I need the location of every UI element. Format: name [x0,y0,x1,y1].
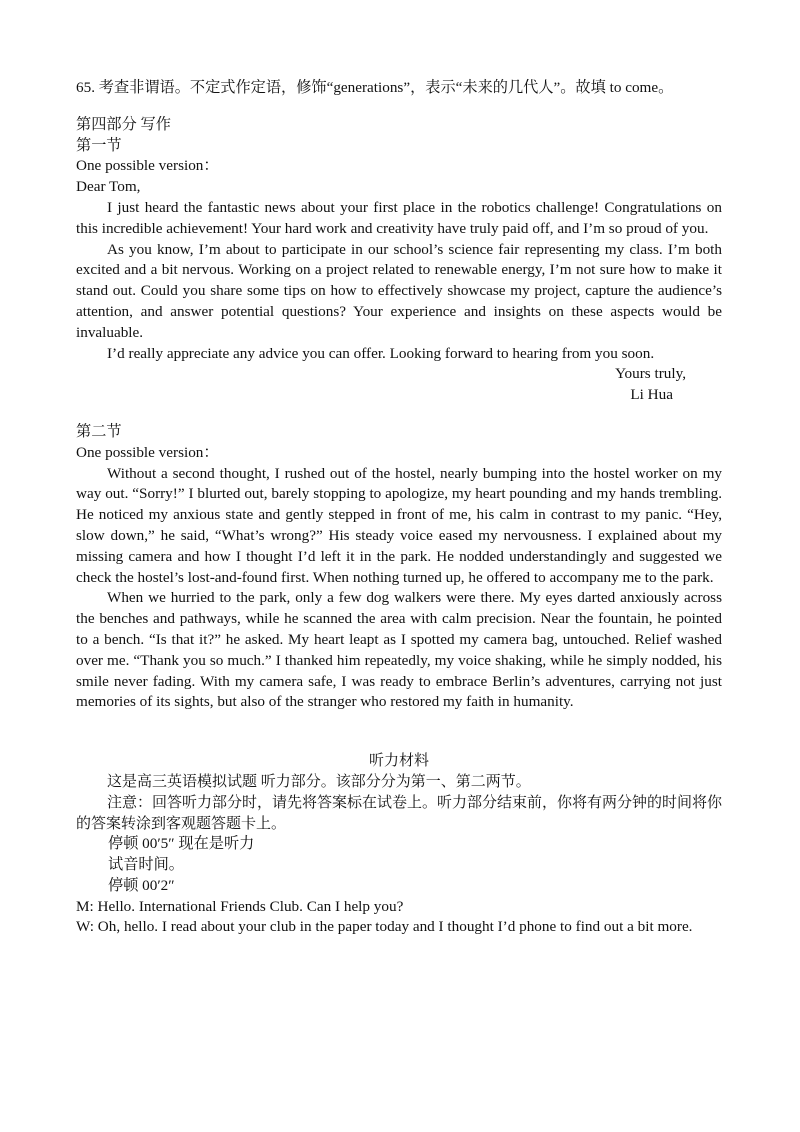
section1-version-label: One possible version： [76,157,219,175]
letter-salutation: Dear Tom, [76,178,141,196]
listening-intro: 这是高三英语模拟试题 听力部分。该部分分为第一、第二两节。 [107,773,531,790]
listening-pause-1: 停顿 00′5″ 现在是听力 [108,835,255,853]
section2-heading: 第二节 [76,422,122,440]
dialogue-line-2: W: Oh, hello. I read about your club in the paper today and I thought I’d phone to find out a bit more. [76,918,693,936]
letter-paragraph-1: I just heard the fantastic news about your first place in the robotics challenge! Congratulations on this incredible achievement! Your hard work and creativity have truly paid off, and I’m so proud of you. [76,198,722,237]
spacer [76,713,722,751]
writing-part-heading: 第四部分 写作 [76,115,171,133]
letter-signature: Li Hua [630,386,673,404]
answer-key-page [76,78,722,938]
letter-closing: Yours truly, [615,365,686,383]
listening-trial: 试音时间。 [108,856,184,874]
dialogue-line-1: M: Hello. International Friends Club. Can I help you? [76,897,404,915]
listening-title: 听力材料 [368,753,429,770]
listening-note: 注意：回答听力部分时，请先将答案标在试卷上。听力部分结束前，你将有两分钟的时间将你的答案转涂到客观题答题卡上。 [76,794,723,832]
letter-paragraph-2: As you know, I’m about to participate in our school’s science fair representing my class. I’m both excited and a bit nervous. Working on a project related to renewable energy, I’m not sure how to make it stand out. Could you share some tips on how to effectively showcase my project, capture the audience’s attention, and answer potential questions? Your experience and insights on these aspects would be invaluable. [76,240,722,341]
section1-heading: 第一节 [76,136,122,154]
spacer [76,99,722,115]
story-paragraph-1: Without a second thought, I rushed out of the hostel, nearly bumping into the hostel worker on my way out. “Sorry!” I blurted out, barely stopping to apologize, my heart pounding and my hands trembling. He noticed my anxious state and gently stepped in front of me, his calm in contrast to my panic. “Hey, slow down,” he said, “What’s wrong?” His steady voice eased my nervousness. I explained about my missing camera and how I thought I’d left it in the park. He nodded understandingly and suggested we check the hostel’s lost-and-found first. When nothing turned up, he offered to accompany me to the park. [76,464,722,586]
spacer [76,406,722,422]
section2-version-label: One possible version： [76,443,219,461]
story-paragraph-2: When we hurried to the park, only a few dog walkers were there. My eyes darted anxiously across the benches and pathways, while he scanned the area with calm precision. Near the fountain, he pointed to a bench. “Is that it?” he asked. My heart leapt as I spotted my camera bag, untouched. Relief washed over me. “Thank you so much.” I thanked him repeatedly, my voice shaking, while he simply nodded, his smile never fading. With my camera safe, I was ready to embrace Berlin’s adventures, carrying not just memories of its sights, but also of the stranger who restored my faith in humanity. [76,589,722,711]
item-65-explanation: 65. 考查非谓语。不定式作定语，修饰“generations”，表示“未来的几代人”。故填 to come。 [76,79,674,96]
listening-pause-2: 停顿 00′2″ [108,876,175,894]
letter-paragraph-3: I’d really appreciate any advice you can offer. Looking forward to hearing from you soon. [107,344,655,362]
